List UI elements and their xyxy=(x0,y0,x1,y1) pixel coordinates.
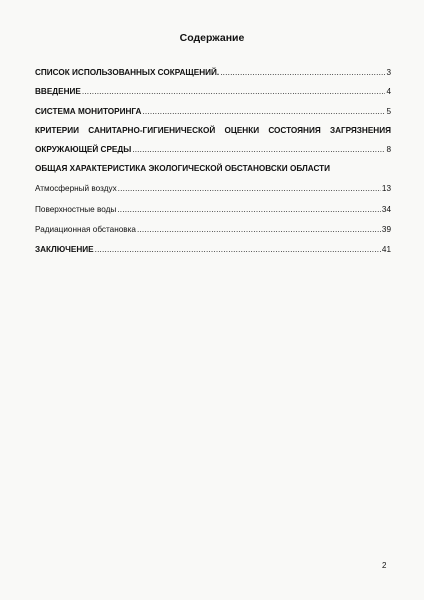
dot-leader xyxy=(82,87,386,97)
toc-entry-page: 34 xyxy=(381,205,391,214)
toc-entry-page: 13 xyxy=(381,184,391,193)
toc-entry-text: ОКРУЖАЮЩЕЙ СРЕДЫ xyxy=(35,145,132,154)
toc-entry-criteria-line2 xyxy=(35,145,391,155)
toc-entry-text: Атмосферный воздух xyxy=(35,184,117,193)
page-number: 2 xyxy=(382,561,387,570)
dot-leader xyxy=(132,145,385,155)
toc-entry-text: КРИТЕРИИ САНИТАРНО-ГИГИЕНИЧЕСКОЙ ОЦЕНКИ СОСТОЯНИЯ ЗАГРЯЗНЕНИЯ xyxy=(35,126,391,135)
toc-entry-abbreviations xyxy=(35,68,391,78)
toc-entry-text: СИСТЕМА МОНИТОРИНГА xyxy=(35,107,142,116)
toc-entry-general-characteristics xyxy=(35,164,391,174)
toc-entry-text: Радиационная обстановка xyxy=(35,225,136,234)
toc-entry-page: 39 xyxy=(381,225,391,234)
toc-entry-surface-waters xyxy=(35,205,391,215)
dot-leader xyxy=(117,205,381,215)
toc-entry-text: ВВЕДЕНИЕ xyxy=(35,87,81,96)
dot-leader xyxy=(137,225,381,235)
toc-entry-page: 4 xyxy=(386,87,391,96)
toc-entry-page: 8 xyxy=(386,145,391,154)
toc-entry-conclusion xyxy=(35,245,391,255)
dot-leader xyxy=(142,107,385,117)
dot-leader xyxy=(220,68,385,78)
toc-entry-page: 5 xyxy=(386,107,391,116)
toc-entry-page: 41 xyxy=(381,245,391,254)
dot-leader xyxy=(118,184,381,194)
toc-entry-text: ОБЩАЯ ХАРАКТЕРИСТИКА ЭКОЛОГИЧЕСКОЙ ОБСТАНОВСКИ ОБЛАСТИ xyxy=(35,164,331,173)
toc-entry-radiation xyxy=(35,225,391,235)
toc-entry-text: СПИСОК ИСПОЛЬЗОВАННЫХ СОКРАЩЕНИЙ. xyxy=(35,68,220,77)
toc-entry-monitoring xyxy=(35,107,391,117)
toc-entry-page: 3 xyxy=(386,68,391,77)
toc-entry-introduction xyxy=(35,87,391,97)
page-title: Содержание xyxy=(179,32,245,44)
toc-entry-atmospheric-air xyxy=(35,184,391,194)
table-of-contents xyxy=(35,0,391,600)
toc-entry-text: Поверхностные воды xyxy=(35,205,117,214)
toc-entry-criteria-line1 xyxy=(35,126,391,136)
dot-leader xyxy=(95,245,381,255)
toc-entry-text: ЗАКЛЮЧЕНИЕ xyxy=(35,245,94,254)
